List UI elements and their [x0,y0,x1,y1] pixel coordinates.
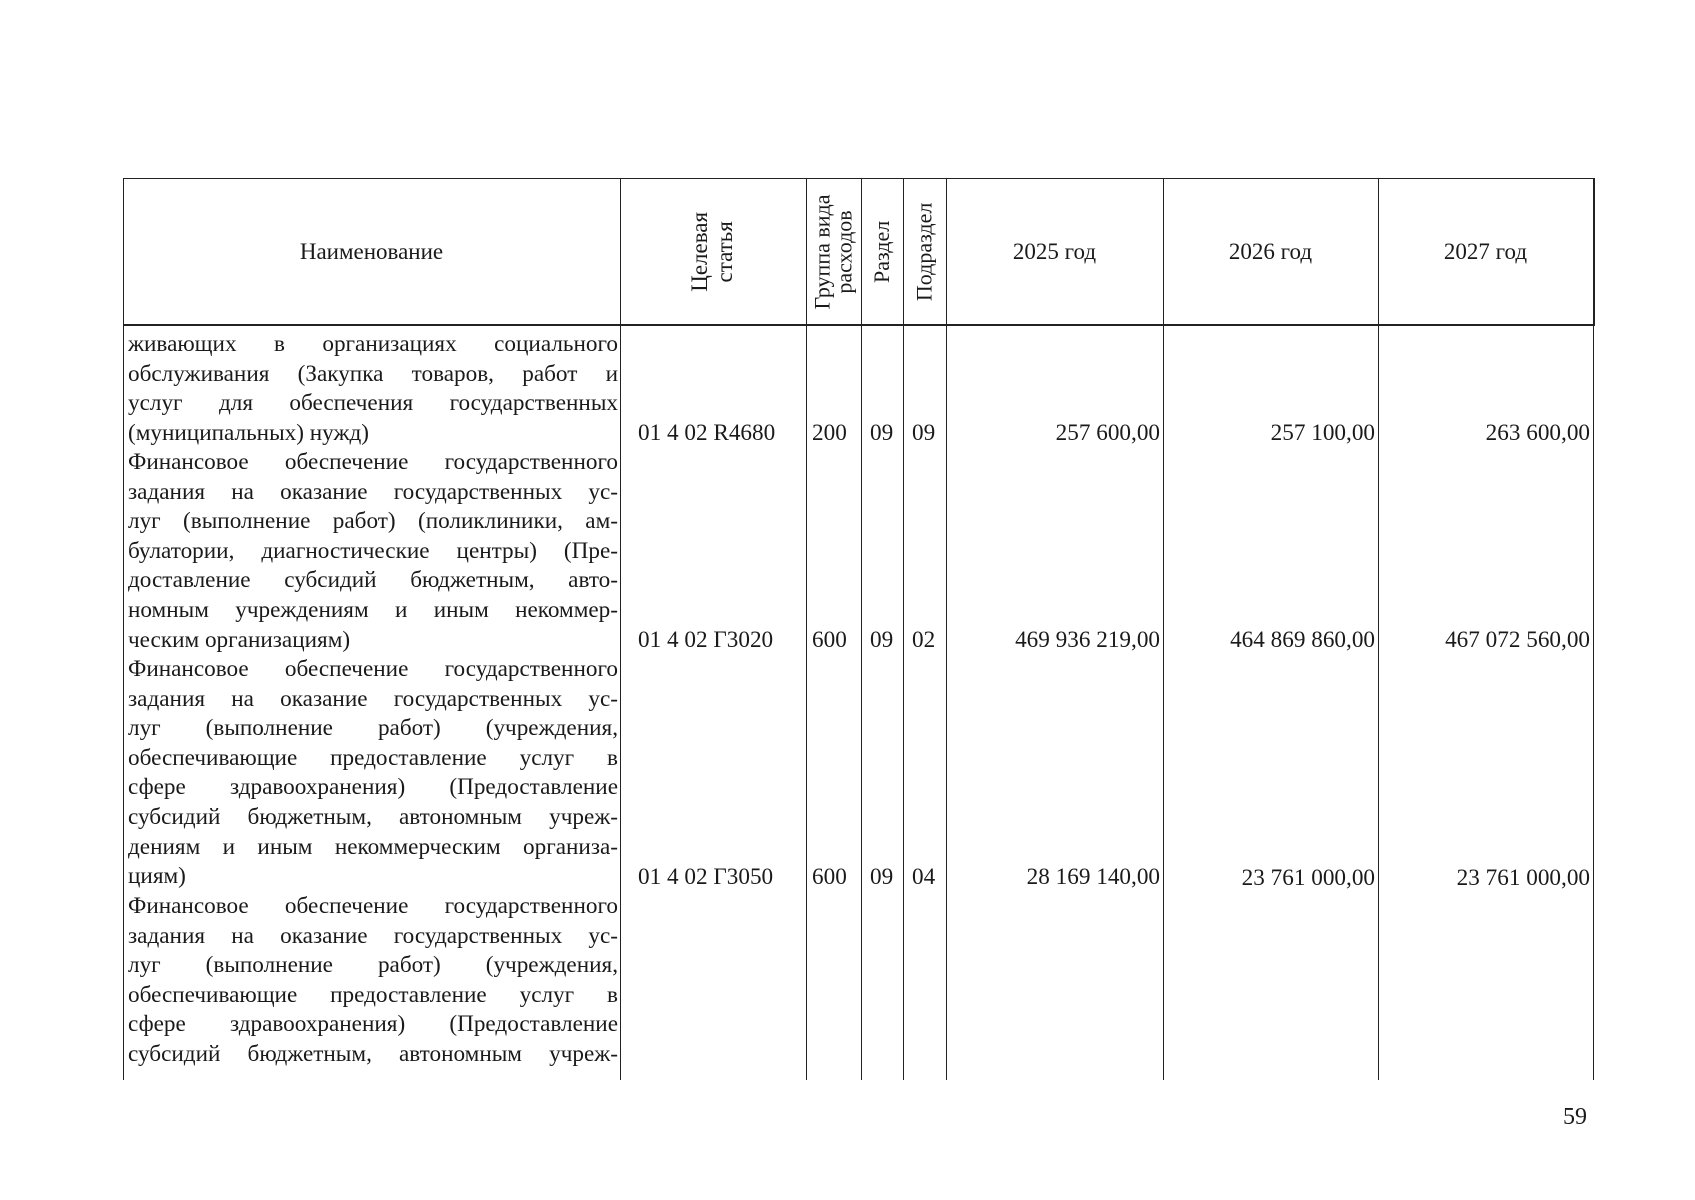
row-1-name-line: услуг для обеспечения государственных [128,390,618,417]
row-1-section: 09 [870,420,894,446]
row-2-name-line: задания на оказание государственных ус- [128,478,618,505]
header-subsection-text: Подраздел [911,202,937,302]
row-3-2025: 28 169 140,00 [1026,864,1160,890]
header-name [123,178,620,326]
row-3-target: 01 4 02 Г3050 [638,864,774,890]
row-4-name-line: задания на оказание государственных ус- [128,922,618,949]
header-target-text [688,212,738,292]
row-3-name-line: Финансовое обеспечение государственного [128,656,618,682]
row-4-name [128,892,618,1070]
row-1-target: 01 4 02 R4680 [638,420,776,446]
row-1-name [128,330,618,448]
header-group-line2: расходов [831,210,857,294]
row-3-name-line: дениям и иным некоммерческим организа- [128,833,618,860]
row-3-name [128,655,618,892]
header-2025 [946,178,1163,326]
row-2-group: 600 [812,627,847,653]
row-3-name-line: задания на оказание государственных ус- [128,685,618,712]
row-2-subsection: 02 [912,627,936,653]
row-2-name-text [128,448,618,655]
row-3-group: 600 [812,864,847,890]
col-border-right [1593,178,1594,1080]
header-target-line1: Целевая [687,212,713,292]
header-2025-text: 2025 год [1012,238,1097,264]
row-1-2026: 257 100,00 [1270,420,1375,446]
row-3-name-line: сфере здравоохранения) (Предоставление [128,774,618,801]
header-section-text: Раздел [869,220,895,284]
row-2-name-line: булатории, диагностические центры) (Пре- [128,537,618,564]
row-3-name-line: обеспечивающие предоставление услуг в [128,744,618,771]
header-2026-text: 2026 год [1228,238,1313,264]
row-2-name-line: доставление субсидий бюджетным, авто- [128,567,618,594]
row-3-subsection: 04 [912,864,936,890]
header-section [861,178,903,326]
row-3-section: 09 [870,864,894,890]
header-name-text: Наименование [299,238,444,264]
header-target [620,178,806,326]
row-2-name-line: номным учреждениям и иным некоммер- [128,596,618,623]
row-1-2025: 257 600,00 [1055,420,1160,446]
header-target-line2: статья [711,221,737,283]
row-2-name-line: ческим организациям) [128,626,351,653]
row-2-2027: 467 072 560,00 [1445,627,1590,653]
row-4-name-line: субсидий бюджетным, автономным учреж- [128,1040,618,1067]
row-3-name-line: луг (выполнение работ) (учреждения, [128,715,618,742]
row-3-name-line: субсидий бюджетным, автономным учреж- [128,803,618,830]
header-2027 [1378,178,1593,326]
row-2-section: 09 [870,627,894,653]
row-4-name-line: обеспечивающие предоставление услуг в [128,981,618,1008]
header-2026 [1163,178,1378,326]
header-2027-text: 2027 год [1443,238,1528,264]
row-1-subsection: 09 [912,420,936,446]
row-2-target: 01 4 02 Г3020 [638,627,774,653]
row-3-name-line: циям) [128,863,186,890]
row-3-2026: 23 761 000,00 [1241,865,1375,891]
header-group [806,178,861,326]
row-2-2026: 464 869 860,00 [1230,627,1375,653]
page-number: 59 [1563,1104,1587,1130]
header-group-line1: Группа вида [809,194,835,310]
row-1-name-line: (муниципальных) нужд) [128,419,370,446]
header-group-text [809,194,857,310]
row-4-name-line: сфере здравоохранения) (Предоставление [128,1011,618,1038]
row-2-2025: 469 936 219,00 [1015,627,1160,653]
row-1-2027: 263 600,00 [1485,420,1590,446]
row-3-2027: 23 761 000,00 [1456,865,1590,891]
header-subsection [903,178,946,326]
row-1-name-line: живающих в организациях социального [128,331,618,357]
row-4-name-line: Финансовое обеспечение государственного [128,893,618,919]
row-1-group: 200 [812,420,847,446]
row-2-name-line: Финансовое обеспечение государственного [128,449,618,475]
row-4-name-line: луг (выполнение работ) (учреждения, [128,952,618,979]
row-2-name-line: луг (выполнение работ) (поликлиники, ам- [128,508,618,535]
budget-table [123,178,1595,1080]
row-1-name-line: обслуживания (Закупка товаров, работ и [128,360,618,387]
